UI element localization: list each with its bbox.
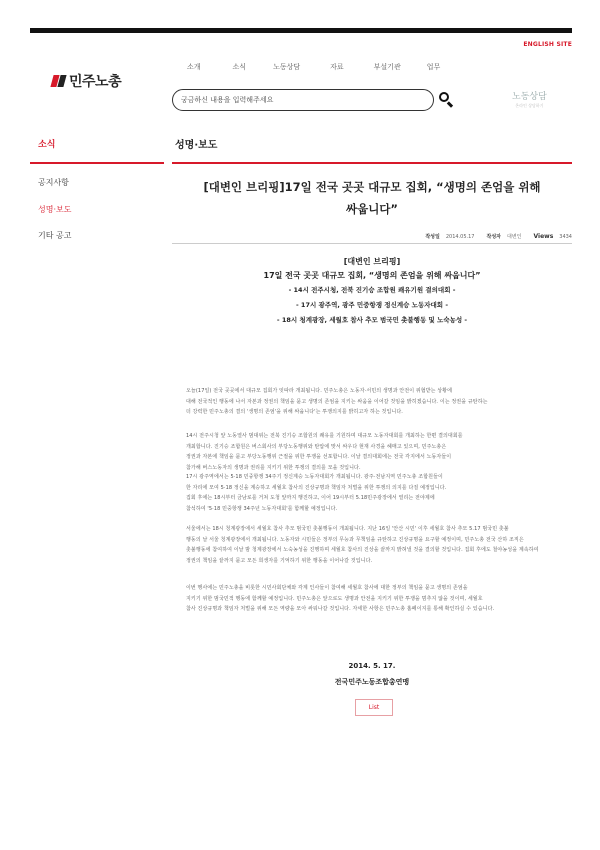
- body-paragraph: [186, 524, 568, 566]
- body-line: 정권의 책임을 끝까지 묻고 모든 희생자를 기억하기 위한 행동을 이어나갈 것입니다.: [186, 557, 373, 564]
- body-line: 14시 전주시청 앞 노동열사 범대위는 전북 진기승 조합원의 쾌유를 기원하며 대규모 노동자대회를 개최하는 한편 결의대회를: [186, 433, 463, 439]
- sign-date: 2014. 5. 17.: [348, 662, 396, 670]
- meta-divider: [172, 243, 572, 244]
- author-label: 작성자: [486, 234, 501, 240]
- gnb-item-about[interactable]: 소개: [187, 63, 201, 71]
- top-bar: [30, 28, 572, 33]
- body-line: 참석하여 '5·18 민중항쟁 34주년 노동자대회'를 함께할 예정입니다.: [186, 505, 338, 512]
- gnb-item-counsel[interactable]: 노동상담: [273, 63, 301, 71]
- post-title: [172, 176, 572, 220]
- counsel-title: 노동상담: [512, 92, 547, 102]
- body-line: 참사 진상규명과 책임자 처벌을 위해 모든 역량을 모아 싸워나갈 것입니다. 자세한 사항은 민주노총 홈페이지를 통해 확인하실 수 있습니다.: [186, 606, 495, 612]
- counsel-subtitle: 온라인 상담하기: [515, 103, 544, 108]
- gnb-item-archive[interactable]: 자료: [330, 63, 344, 71]
- gnb-item-news[interactable]: 소식: [232, 63, 247, 71]
- sidebar-title: 소식: [38, 140, 56, 150]
- body-line: 촛불행동에 참여하여 이날 밤 청계광장에서 노숙농성을 진행하며 세월호 참사의 진상을 끝까지 밝혀낼 것을 결의할 것입니다. 집회 후에도 철야농성을 계속하여: [186, 547, 539, 553]
- body-line: 서울에서는 18시 청계광장에서 세월호 참사 추모 범국민 촛불행동이 개최됩니다. 지난 16일 '안산 시민' 이후 세월호 참사 추모 5.17 범국민 촛불: [186, 526, 509, 532]
- body-paragraph: [186, 431, 568, 473]
- body-paragraph: [186, 583, 568, 615]
- body-line: 더 강력한 민주노총의 결의 '생명의 존엄'을 위해 싸웁니다'는 투쟁의지를 밝히고자 하는 것입니다.: [186, 409, 403, 415]
- sign-organization: 전국민주노동조합총연맹: [334, 678, 410, 686]
- body-line: 지키기 위한 범국민적 행동에 함께할 예정입니다. 민주노총은 앞으로도 생명과 안전을 지키기 위한 투쟁을 멈추지 않을 것이며, 세월호: [186, 595, 483, 602]
- main-navigation: [187, 62, 440, 72]
- body-paragraph: [186, 472, 568, 514]
- logo-text: 민주노총: [69, 74, 122, 90]
- briefing-subline: - 18시 청계광장, 세월호 참사 추모 범국민 촛불행동 및 노숙농성 -: [276, 316, 468, 324]
- sidebar-divider: [30, 162, 164, 164]
- search-input[interactable]: 궁금하신 내용을 입력해주세요: [172, 89, 434, 111]
- body-line: 개최합니다. 진기승 조합원은 버스회사의 부당노동행위와 탄압에 맞서 싸우다 현재 사경을 헤매고 있으며, 민주노총은: [186, 443, 447, 450]
- body-line: 한 자리에 모여 5·18 정신을 계승하고 세월호 참사의 진상규명과 책임자 처벌을 위한 투쟁의 의지를 다질 예정입니다.: [186, 484, 447, 491]
- title-divider: [172, 162, 572, 164]
- body-line: 정권과 자본에 책임을 묻고 부당노동행위 근절을 위한 투쟁을 선포합니다. 이날 결의대회에는 전국 각지에서 노동자들이: [186, 454, 452, 460]
- site-logo[interactable]: [52, 71, 121, 91]
- sidebar-item-statements[interactable]: 성명·보도: [38, 205, 72, 214]
- page-title: 성명·보도: [175, 140, 218, 151]
- view-count: 3434: [559, 234, 572, 240]
- briefing-label: [대변인 브리핑]: [343, 257, 401, 266]
- post-date: 2014.05.17: [445, 234, 475, 240]
- body-line: 집회 후에는 18시부터 금남로를 거쳐 도청 앞까지 행진하고, 이어 19시부터 5.18민주광장에서 열리는 전야제에: [186, 495, 435, 501]
- briefing-headline: 17일 전국 곳곳 대규모 집회, “생명의 존엄을 위해 싸웁니다”: [263, 271, 481, 280]
- body-line: 대해 전국적인 행동에 나서 자본과 정권의 책임을 묻고 생명의 존엄을 지키는 싸움을 이어갈 것임을 밝히겠습니다. 이는 정권을 규탄하는: [186, 398, 488, 405]
- sidebar-item-other-notices[interactable]: 기타 공고: [38, 231, 72, 240]
- search-icon[interactable]: [438, 91, 454, 107]
- post-title-line: 싸웁니다”: [346, 202, 398, 216]
- sidebar-item-notice[interactable]: 공지사항: [38, 178, 69, 187]
- body-line: 참가해 버스노동자의 생명과 권리를 지키기 위한 투쟁의 결의를 모을 것입니다.: [186, 464, 361, 471]
- english-site-link[interactable]: ENGLISH SITE: [523, 41, 572, 48]
- post-meta: [425, 233, 572, 240]
- list-button[interactable]: List: [355, 699, 393, 716]
- gnb-item-affiliates[interactable]: 부설기관: [373, 63, 401, 71]
- briefing-header: [172, 255, 572, 328]
- briefing-subline: - 17시 광주역, 광주 민중항쟁 정신계승 노동자대회 -: [295, 301, 449, 309]
- views-label: Views: [533, 233, 554, 240]
- date-label: 작성일: [425, 234, 440, 240]
- body-line: 이번 행사에는 민주노총을 비롯한 시민사회단체와 각계 인사들이 참여해 세월호 참사에 대한 정부의 책임을 묻고 생명의 존엄을: [186, 585, 468, 591]
- body-line: 17시 광주역에서는 5·18 민중항쟁 34주기 정신계승 노동자대회가 개최됩니다. 광주·전남지역 민주노총 조합원들이: [186, 474, 443, 480]
- body-line: 오늘(17일) 전국 곳곳에서 대규모 집회가 잇따라 개최됩니다. 민주노총은 노동자·서민의 생명과 안전이 위협받는 상황에: [186, 388, 453, 394]
- body-line: 행동의 날 서울 청계광장에서 개최됩니다. 노동자와 시민들은 정부의 무능과 무책임을 규탄하고 진상규명을 요구할 예정이며, 민주노총 전국 산하 조직은: [186, 536, 524, 543]
- post-title-line: [대변인 브리핑]17일 전국 곳곳 대규모 집회, “생명의 존엄을 위해: [203, 180, 541, 194]
- post-author: 대변인: [506, 234, 522, 240]
- gnb-item-work[interactable]: 업무: [426, 63, 441, 71]
- logo-mark-icon: [52, 74, 66, 88]
- counsel-link[interactable]: [512, 89, 547, 109]
- briefing-subline: - 14시 전주시청, 전북 진기승 조합원 쾌유기원 결의대회 -: [288, 286, 456, 294]
- body-paragraph: [186, 386, 568, 418]
